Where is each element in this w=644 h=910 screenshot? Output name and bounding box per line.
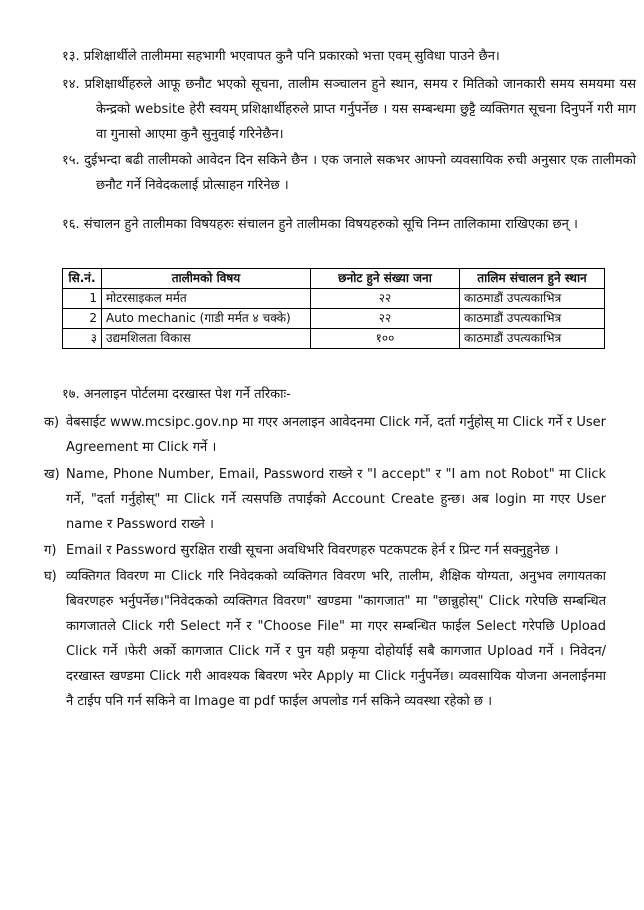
- step-text: वेबसाईट www.mcsipc.gov.np मा गएर अनलाइन आवेदनमा Click गर्ने, दर्ता गर्नुहोस् मा Click गर्ने र User Agreement मा Click गर्ने ।: [66, 415, 606, 455]
- step-ga: [44, 538, 606, 563]
- step-gha: [44, 564, 606, 714]
- step-kha: [44, 462, 606, 537]
- row-location: काठमाडौं उपत्यकाभित्र: [460, 309, 605, 329]
- row-subject: Auto mechanic (गाडी मर्मत ४ चक्के): [102, 309, 311, 329]
- step-label: ख): [44, 467, 60, 482]
- section-17-heading: १७. अनलाइन पोर्टलमा दरखास्त पेश गर्ने तरिकाः-: [62, 387, 291, 402]
- header-location: तालिम संचालन हुने स्थान: [460, 269, 605, 289]
- row-sn: 2: [63, 309, 102, 329]
- table-row: [63, 289, 605, 309]
- step-text: Email र Password सुरक्षित राखी सूचना अवधिभरि विवरणहरु पटकपटक हेर्न र प्रिन्ट गर्न सक्नुहुनेछ ।: [66, 543, 559, 558]
- step-text: व्यक्तिगत विवरण मा Click गरि निवेदकको व्यक्तिगत विवरण भरि, तालीम, शैक्षिक योग्यता, अनुभव लगायतका बिवरणहरु भर्नुपर्नेछ।"निवेदकको व्यक्तिगत विवरण" खण्डमा "कागजात" मा "छान्नुहोस्" Click गरेपछि सम्बन्धित कागजातले Click गरी Select गर्ने र "Choose File" मा गएर सम्बन्धित फाईल Select गरेपछि Upload Click गर्ने ।फेरी अर्को कागजात Click गर्ने र पुन यही प्रकृया दोहोर्याई सबै कागजात Upload गर्ने । निवेदन/दरखास्त खण्डमा Click गरी आवश्यक बिवरण भरेर Apply मा Click गर्नुपर्नेछ। व्यवसायिक योजना अनलाईनमा नै टाईप पनि गर्न सकिने वा Image वा pdf फाईल अपलोड गर्न सकिने व्यवस्था रहेको छ ।: [66, 569, 606, 709]
- step-text: Name, Phone Number, Email, Password राख्ने र "I accept" र "I am not Robot" मा Click गर्ने, "दर्ता गर्नुहोस्" मा Click गर्ने त्यसपछि तपाईको Account Create हुन्छ। अब login मा गएर User name र Password राख्ने ।: [66, 467, 606, 532]
- header-count: छनोट हुने संख्या जना: [311, 269, 460, 289]
- row-count: २२: [311, 309, 460, 329]
- row-location: काठमाडौं उपत्यकाभित्र: [460, 329, 605, 349]
- paragraph-14: १४. प्रशिक्षार्थीहरुले आफू छनौट भएको सूचना, तालीम सञ्चालन हुने स्थान, समय र मितिको जानकारी समय समयमा यस केन्द्रको website हेरी स्वयम् प्रशिक्षार्थीहरुले प्राप्त गर्नुपर्नेछ । यस सम्बन्धमा छुट्टै व्यक्तिगत सूचना दिनुपर्ने गरी माग वा गुनासो आएमा कुनै सुनुवाई गरिनेछैन।: [62, 77, 636, 142]
- step-label: क): [44, 415, 60, 430]
- paragraph-13: १३. प्रशिक्षार्थीले तालीममा सहभागी भएवापत कुनै पनि प्रकारको भत्ता एवम् सुविधा पाउने छैन।: [62, 49, 500, 64]
- paragraph-15: १५. दुईभन्दा बढी तालीमको आवेदन दिन सकिने छैन । एक जनाले सकभर आफ्नो व्यवसायिक रुची अनुसार एक तालीमको छनौट गर्ने निवेदकलाई प्रोत्साहन गरिनेछ ।: [62, 153, 636, 193]
- row-location: काठमाडौं उपत्यकाभित्र: [460, 289, 605, 309]
- row-subject: मोटरसाइकल मर्मत: [102, 289, 311, 309]
- step-label: घ): [44, 569, 57, 584]
- row-subject: उद्यमशिलता विकास: [102, 329, 311, 349]
- header-sn: सि.नं.: [63, 269, 102, 289]
- row-count: २२: [311, 289, 460, 309]
- table-row: [63, 329, 605, 349]
- paragraph-16: १६. संचालन हुने तालीमका विषयहरुः संचालन हुने तालीमका विषयहरुको सूचि निम्न तालिकामा राखिएका छन् ।: [62, 217, 578, 232]
- table-header-row: [63, 269, 605, 289]
- table-row: [63, 309, 605, 329]
- row-count: १००: [311, 329, 460, 349]
- header-subject: तालीमको विषय: [102, 269, 311, 289]
- row-sn: 1: [63, 289, 102, 309]
- step-label: ग): [44, 543, 57, 558]
- row-sn: ३: [63, 329, 102, 349]
- step-ka: [44, 410, 606, 460]
- training-table: [62, 268, 605, 349]
